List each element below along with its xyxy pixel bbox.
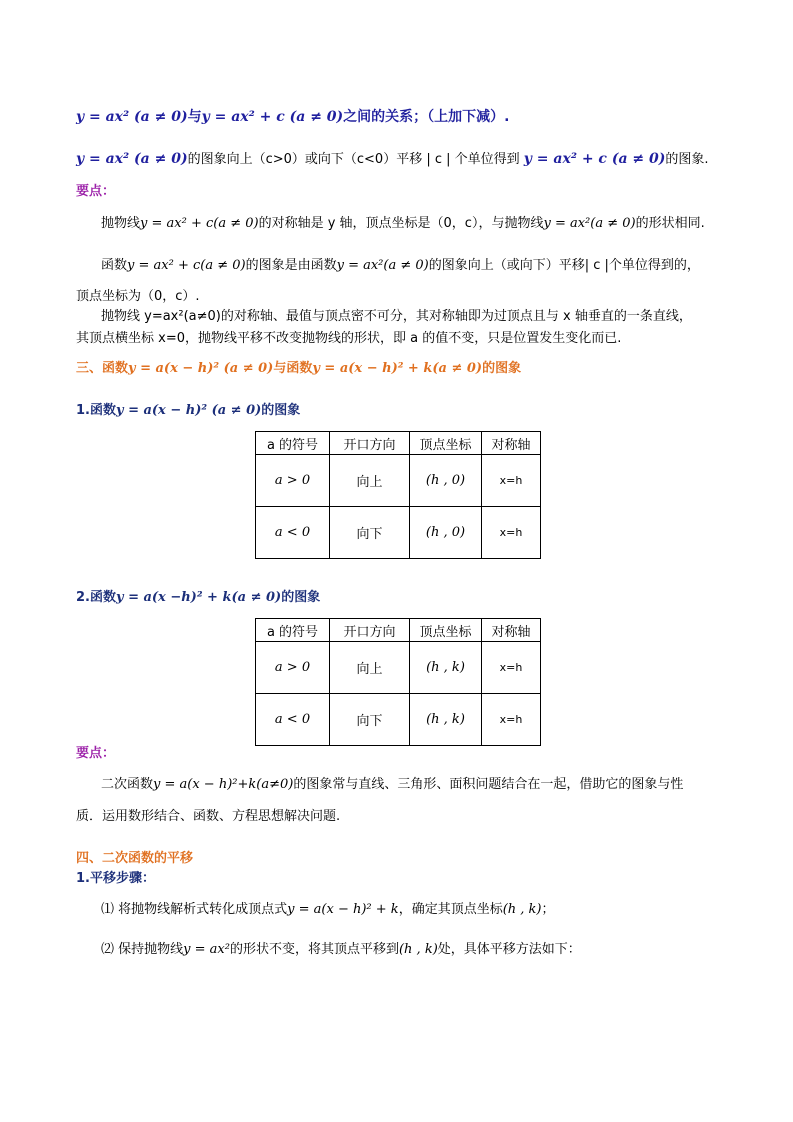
relation-tail: 之间的关系；（上加下减）. — [343, 109, 510, 125]
sub2-tail: 的图象 — [281, 590, 321, 605]
kp2-formula-1: y = ax² + c(a ≠ 0) — [127, 258, 246, 273]
kp1-formula-1: y = ax² + c(a ≠ 0) — [140, 216, 259, 231]
header-vertex: 顶点坐标 — [410, 432, 482, 455]
cell-opening: 向上 — [330, 642, 410, 694]
table-vertex-form-1 — [255, 431, 541, 559]
formula-parabola-shifted: y = ax² + c (a ≠ 0) — [201, 109, 344, 125]
cell-axis: x=h — [482, 455, 541, 507]
header-vertex: 顶点坐标 — [410, 619, 482, 642]
keypoint-paragraph-3-line1: 抛物线 y=ax²(a≠0)的对称轴、最值与顶点密不可分，其对称轴即为过顶点且与 x 轴垂直的一条直线， — [101, 309, 692, 324]
table-vertex-form-2 — [255, 618, 541, 746]
table-row — [256, 694, 541, 746]
cell-vertex: (h , k) — [410, 642, 482, 694]
cell-opening: 向上 — [330, 455, 410, 507]
step-2-number: ⑵ — [101, 942, 115, 957]
kp1-formula-2: y = ax²(a ≠ 0) — [543, 216, 636, 231]
section-3-tail: 的图象 — [482, 361, 522, 376]
header-sign: a 的符号 — [256, 619, 330, 642]
sub2-pre: 2.函数 — [76, 590, 116, 605]
cell-sign: a < 0 — [256, 694, 330, 746]
table-row — [256, 455, 541, 507]
step-2-mid: 的形状不变，将其顶点平移到 — [229, 942, 399, 957]
step-2-tail: 处，具体平移方法如下： — [437, 942, 581, 957]
step-1-number: ⑴ — [101, 902, 115, 917]
step-1-mid: ，确定其顶点坐标 — [398, 902, 503, 917]
keypoint-paragraph-1 — [101, 212, 705, 231]
header-sign: a 的符号 — [256, 432, 330, 455]
cell-vertex: (h , 0) — [410, 455, 482, 507]
cell-sign: a > 0 — [256, 642, 330, 694]
keypoints-title-2: 要点： — [76, 746, 116, 761]
step-2 — [101, 938, 581, 957]
section-3-formula-2: y = a(x − h)² + k(a ≠ 0) — [312, 361, 483, 376]
section-4-steps-title: 1.平移步骤： — [76, 871, 155, 886]
section-3-heading — [76, 357, 521, 376]
header-opening: 开口方向 — [330, 619, 410, 642]
sub1-formula: y = a(x − h)² (a ≠ 0) — [115, 403, 262, 418]
step-2-vertex: (h , k) — [398, 942, 438, 957]
kp1-mid: 的对称轴是 y 轴，顶点坐标是（0，c），与抛物线 — [258, 216, 544, 231]
keypoints-2-line2: 质．运用数形结合、函数、方程思想解决问题. — [76, 809, 341, 824]
keypoints-2-line1 — [101, 773, 683, 792]
sub1-tail: 的图象 — [261, 403, 301, 418]
cell-axis: x=h — [482, 642, 541, 694]
kp2-pre: 函数 — [101, 258, 128, 273]
kp2-tail: 的图象向上（或向下）平移| c |个单位得到的， — [428, 258, 700, 273]
shift-tail: 的图象. — [665, 152, 709, 167]
subsection-2-heading — [76, 586, 320, 605]
keypoint-paragraph-2 — [101, 254, 700, 273]
sub1-pre: 1.函数 — [76, 403, 116, 418]
formula-parabola-shifted: y = ax² + c (a ≠ 0) — [523, 151, 666, 167]
step-2-formula: y = ax² — [183, 942, 230, 957]
header-opening: 开口方向 — [330, 432, 410, 455]
step-1-vertex: (h , k) — [502, 902, 542, 917]
section-3-formula-1: y = a(x − h)² (a ≠ 0) — [128, 361, 274, 376]
kp1-pre: 抛物线 — [101, 216, 141, 231]
kp1-tail: 的形状相同. — [635, 216, 705, 231]
formula-parabola-basic: y = ax² (a ≠ 0) — [76, 109, 188, 125]
sub2-formula: y = a(x −h)² + k(a ≠ 0) — [115, 590, 282, 605]
section-3-pre: 三、函数 — [76, 361, 129, 376]
keypoint-paragraph-2-line2: 顶点坐标为（0，c）. — [76, 289, 200, 304]
table-row — [256, 642, 541, 694]
cell-vertex: (h , 0) — [410, 507, 482, 559]
cell-axis: x=h — [482, 694, 541, 746]
subsection-1-heading — [76, 399, 300, 418]
kp2b-formula: y = a(x − h)²+k(a≠0) — [153, 777, 294, 792]
kp2-formula-2: y = ax²(a ≠ 0) — [336, 258, 429, 273]
cell-vertex: (h , k) — [410, 694, 482, 746]
cell-sign: a < 0 — [256, 507, 330, 559]
relation-heading — [76, 106, 510, 126]
table-row — [256, 507, 541, 559]
cell-sign: a > 0 — [256, 455, 330, 507]
cell-opening: 向下 — [330, 507, 410, 559]
section-3-mid: 与函数 — [273, 361, 313, 376]
formula-parabola-basic: y = ax² (a ≠ 0) — [76, 151, 188, 167]
shift-text: 的图象向上（c>0）或向下（c<0）平移 | c | 个单位得到 — [187, 152, 520, 167]
step-1-pre: 将抛物线解析式转化成顶点式 — [118, 902, 288, 917]
table-header-row — [256, 619, 541, 642]
cell-opening: 向下 — [330, 694, 410, 746]
relation-conj: 与 — [187, 109, 202, 125]
kp2b-text: 的图象常与直线、三角形、面积问题结合在一起，借助它的图象与性 — [293, 777, 684, 792]
shift-description — [76, 148, 709, 167]
section-4-heading: 四、二次函数的平移 — [76, 851, 194, 866]
table-header-row — [256, 432, 541, 455]
keypoints-title-1: 要点： — [76, 184, 116, 199]
step-1 — [101, 898, 555, 917]
keypoint-paragraph-3-line2: 其顶点横坐标 x=0，抛物线平移不改变抛物线的形状，即 a 的值不变，只是位置发生变化而已. — [76, 331, 622, 346]
header-axis: 对称轴 — [482, 619, 541, 642]
header-axis: 对称轴 — [482, 432, 541, 455]
step-1-formula: y = a(x − h)² + k — [287, 902, 399, 917]
kp2-mid: 的图象是由函数 — [245, 258, 337, 273]
step-1-tail: ； — [541, 902, 555, 917]
cell-axis: x=h — [482, 507, 541, 559]
step-2-pre: 保持抛物线 — [118, 942, 184, 957]
kp2b-pre: 二次函数 — [101, 777, 154, 792]
